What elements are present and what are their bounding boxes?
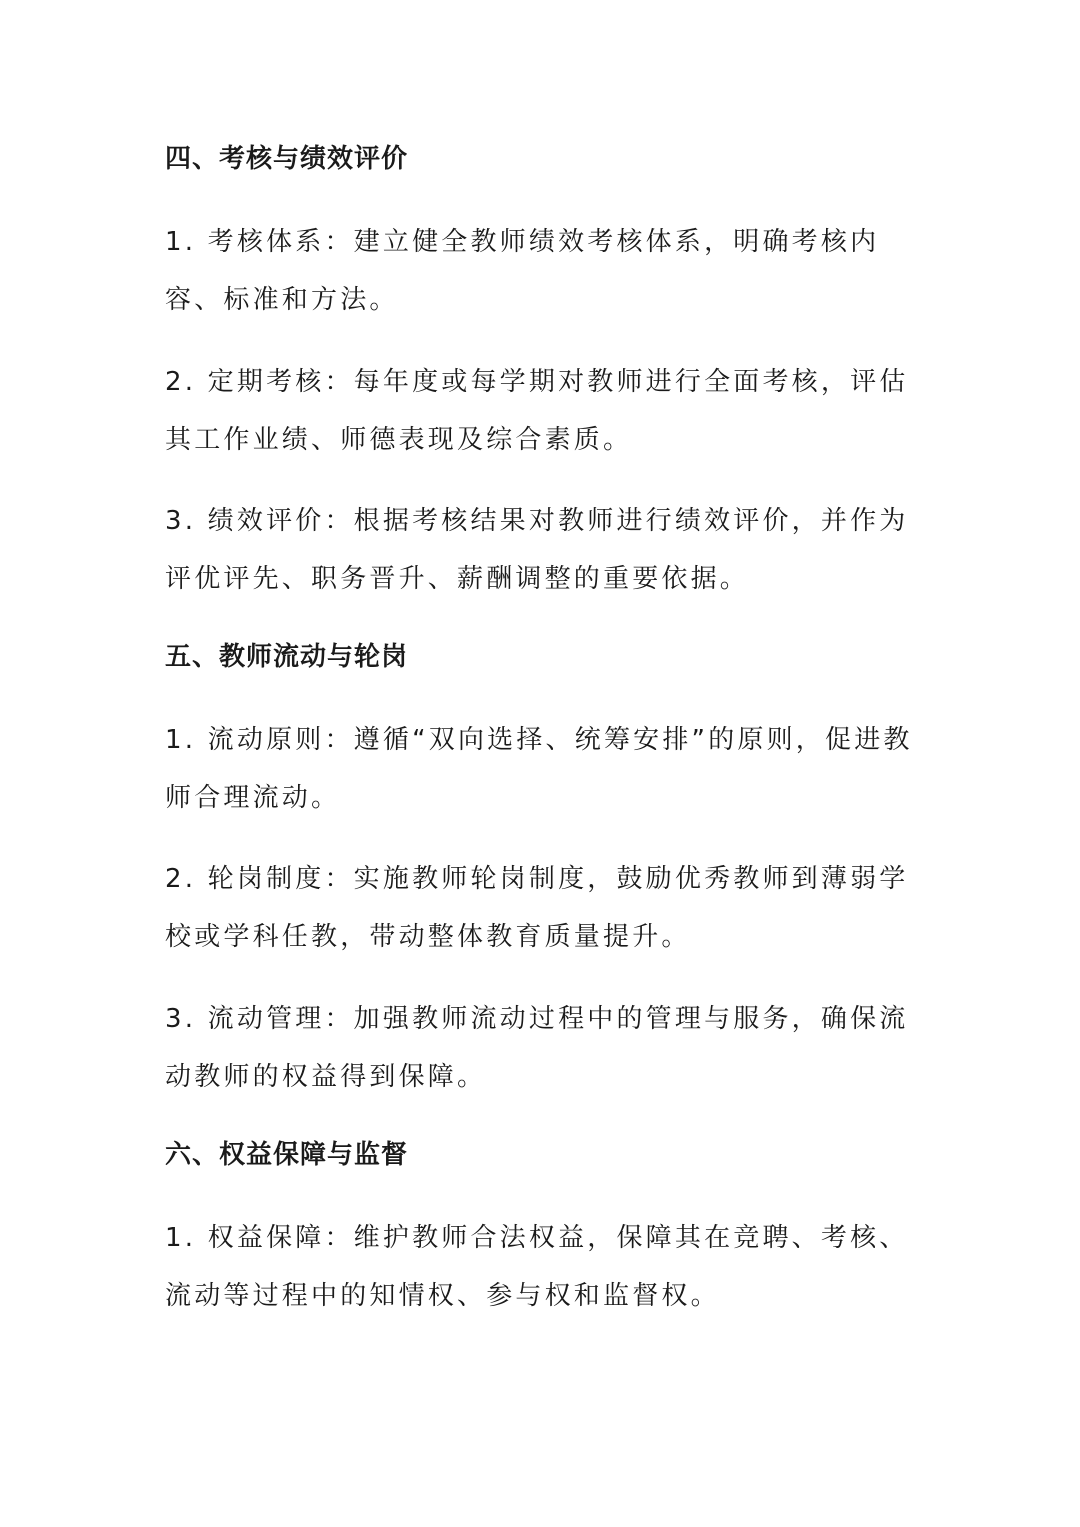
paragraph-rotation-management: 3. 流动管理：加强教师流动过程中的管理与服务，确保流动教师的权益得到保障。 <box>165 1004 909 1092</box>
section-heading-assessment: 四、考核与绩效评价 <box>165 144 409 174</box>
paragraph-rotation-system: 2. 轮岗制度：实施教师轮岗制度，鼓励优秀教师到薄弱学校或学科任教，带动整体教育质量提升。 <box>165 864 909 952</box>
paragraph-assessment-system: 1. 考核体系：建立健全教师绩效考核体系，明确考核内容、标准和方法。 <box>165 227 880 315</box>
paragraph-rotation-principle: 1. 流动原则：遵循“双向选择、统筹安排”的原则，促进教师合理流动。 <box>165 725 913 813</box>
paragraph-performance-evaluation: 3. 绩效评价：根据考核结果对教师进行绩效评价，并作为评优评先、职务晋升、薪酬调整的重要依据。 <box>165 506 909 594</box>
section-heading-rotation: 五、教师流动与轮岗 <box>165 642 409 672</box>
paragraph-regular-assessment: 2. 定期考核：每年度或每学期对教师进行全面考核，评估其工作业绩、师德表现及综合素质。 <box>165 367 909 455</box>
paragraph-rights-protection: 1. 权益保障：维护教师合法权益，保障其在竞聘、考核、流动等过程中的知情权、参与权和监督权。 <box>165 1223 909 1311</box>
section-heading-rights: 六、权益保障与监督 <box>165 1140 409 1170</box>
